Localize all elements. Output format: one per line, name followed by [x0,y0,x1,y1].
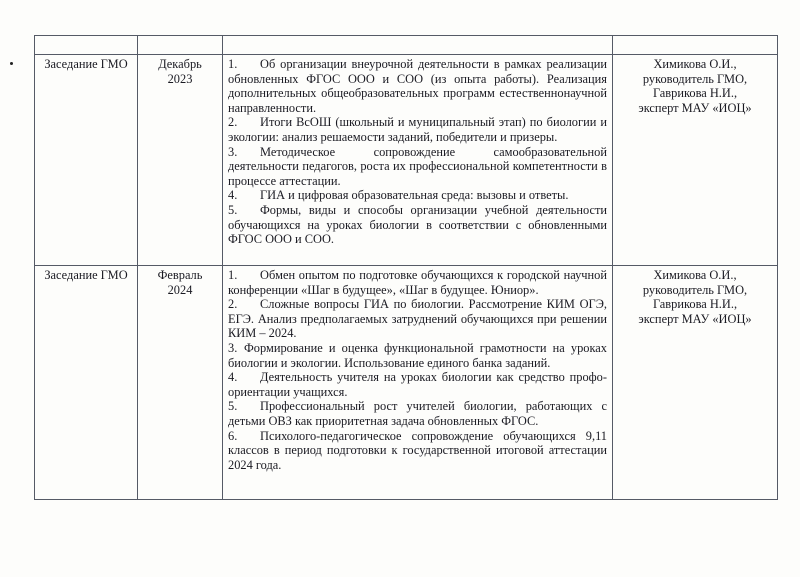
agenda-item [228,145,607,189]
item-number: 6. [228,428,238,443]
agenda-item [228,341,607,370]
responsible-line: эксперт МАУ «ИОЦ» [638,100,752,115]
agenda-cell [223,266,613,500]
agenda-item [228,203,607,247]
item-number: 5. [228,202,238,217]
agenda-cell [223,55,613,266]
header-cell [223,36,613,55]
header-cell [138,36,223,55]
responsible-line: Гаврикова Н.И., [652,86,738,101]
item-text: Сложные вопросы ГИА по биологии. Рассмотрение КИМ ОГЭ, ЕГЭ. Анализ предполагаемых затруднений обучающихся при решении КИМ – 2024. [228,297,607,341]
header-cell [613,36,778,55]
scan-speck [10,62,13,65]
agenda-item [228,370,607,399]
item-number: 1. [228,268,238,282]
item-text: Профессиональный рост учителей биологии, работающих с детьми ОВЗ как приоритетная задача обновленных ФГОС. [228,399,607,428]
item-text: Формы, виды и способы организации учебной деятельности обучающихся на уроках биологии в соответствии с обновленными ФГОС ООО и СОО. [228,202,607,247]
header-cell [35,36,138,55]
month: Декабрь [158,57,202,71]
item-text: Методическое сопровождение самообразовательной деятельности педагогов, роста их профессиональной компетентности в процессе аттестации. [228,144,607,188]
table-row [35,55,778,266]
month: Февраль [157,268,203,282]
year: 2024 [167,282,193,297]
agenda-item [228,399,607,428]
item-number: 5. [228,399,238,414]
item-number: 4. [228,188,238,203]
item-number: 4. [228,370,238,385]
responsible-line: Химикова О.И., [653,57,737,71]
responsible-cell [613,55,778,266]
event-cell: Заседание ГМО [35,266,138,500]
item-number: 1. [228,57,238,71]
agenda-item [228,188,607,203]
item-text: Итоги ВсОШ (школьный и муниципальный этап) по биологии и экологии: анализ решаемости заданий, победители и призеры. [228,115,607,144]
responsible-line: Гаврикова Н.И., [652,297,738,312]
agenda-item [228,297,607,341]
agenda-item [228,268,607,297]
table-row [35,266,778,500]
date-cell [138,55,223,266]
item-number: 3. [228,144,238,159]
agenda-item [228,57,607,115]
agenda-item [228,115,607,144]
responsible-line: руководитель ГМО, [642,71,748,86]
item-text: ГИА и цифровая образовательная среда: вызовы и ответы. [260,188,569,203]
responsible-cell [613,266,778,500]
date-cell [138,266,223,500]
agenda-item [228,429,607,473]
item-number: 2. [228,297,238,312]
item-number: 2. [228,115,238,130]
item-text: Обмен опытом по подготовке обучающихся к городской научной конференции «Шаг в будущее», «Шаг в будущее. Юниор». [228,268,607,297]
year: 2023 [167,71,193,86]
event-cell: Заседание ГМО [35,55,138,266]
item-text: Деятельность учителя на уроках биологии как средство профо-ориентации учащихся. [228,370,607,399]
item-text: Психолого-педагогическое сопровождение обучающихся 9,11 классов в период подготовки к государственной итоговой аттестации 2024 года. [228,428,607,472]
responsible-line: Химикова О.И., [653,268,737,282]
item-text: Об организации внеурочной деятельности в рамках реализации обновленных ФГОС ООО и СОО (из опыта работы). Реализация дополнительных общеобразовательных программ естественнонаучной направленности. [228,57,607,115]
item-number: 3. [228,340,238,355]
item-text: Формирование и оценка функциональной грамотности на уроках биологии и экологии. Использование единого банка заданий. [228,340,607,370]
responsible-line: руководитель ГМО, [642,282,748,297]
table-header-row [35,36,778,55]
meeting-plan-table [34,35,778,500]
responsible-line: эксперт МАУ «ИОЦ» [638,311,752,326]
